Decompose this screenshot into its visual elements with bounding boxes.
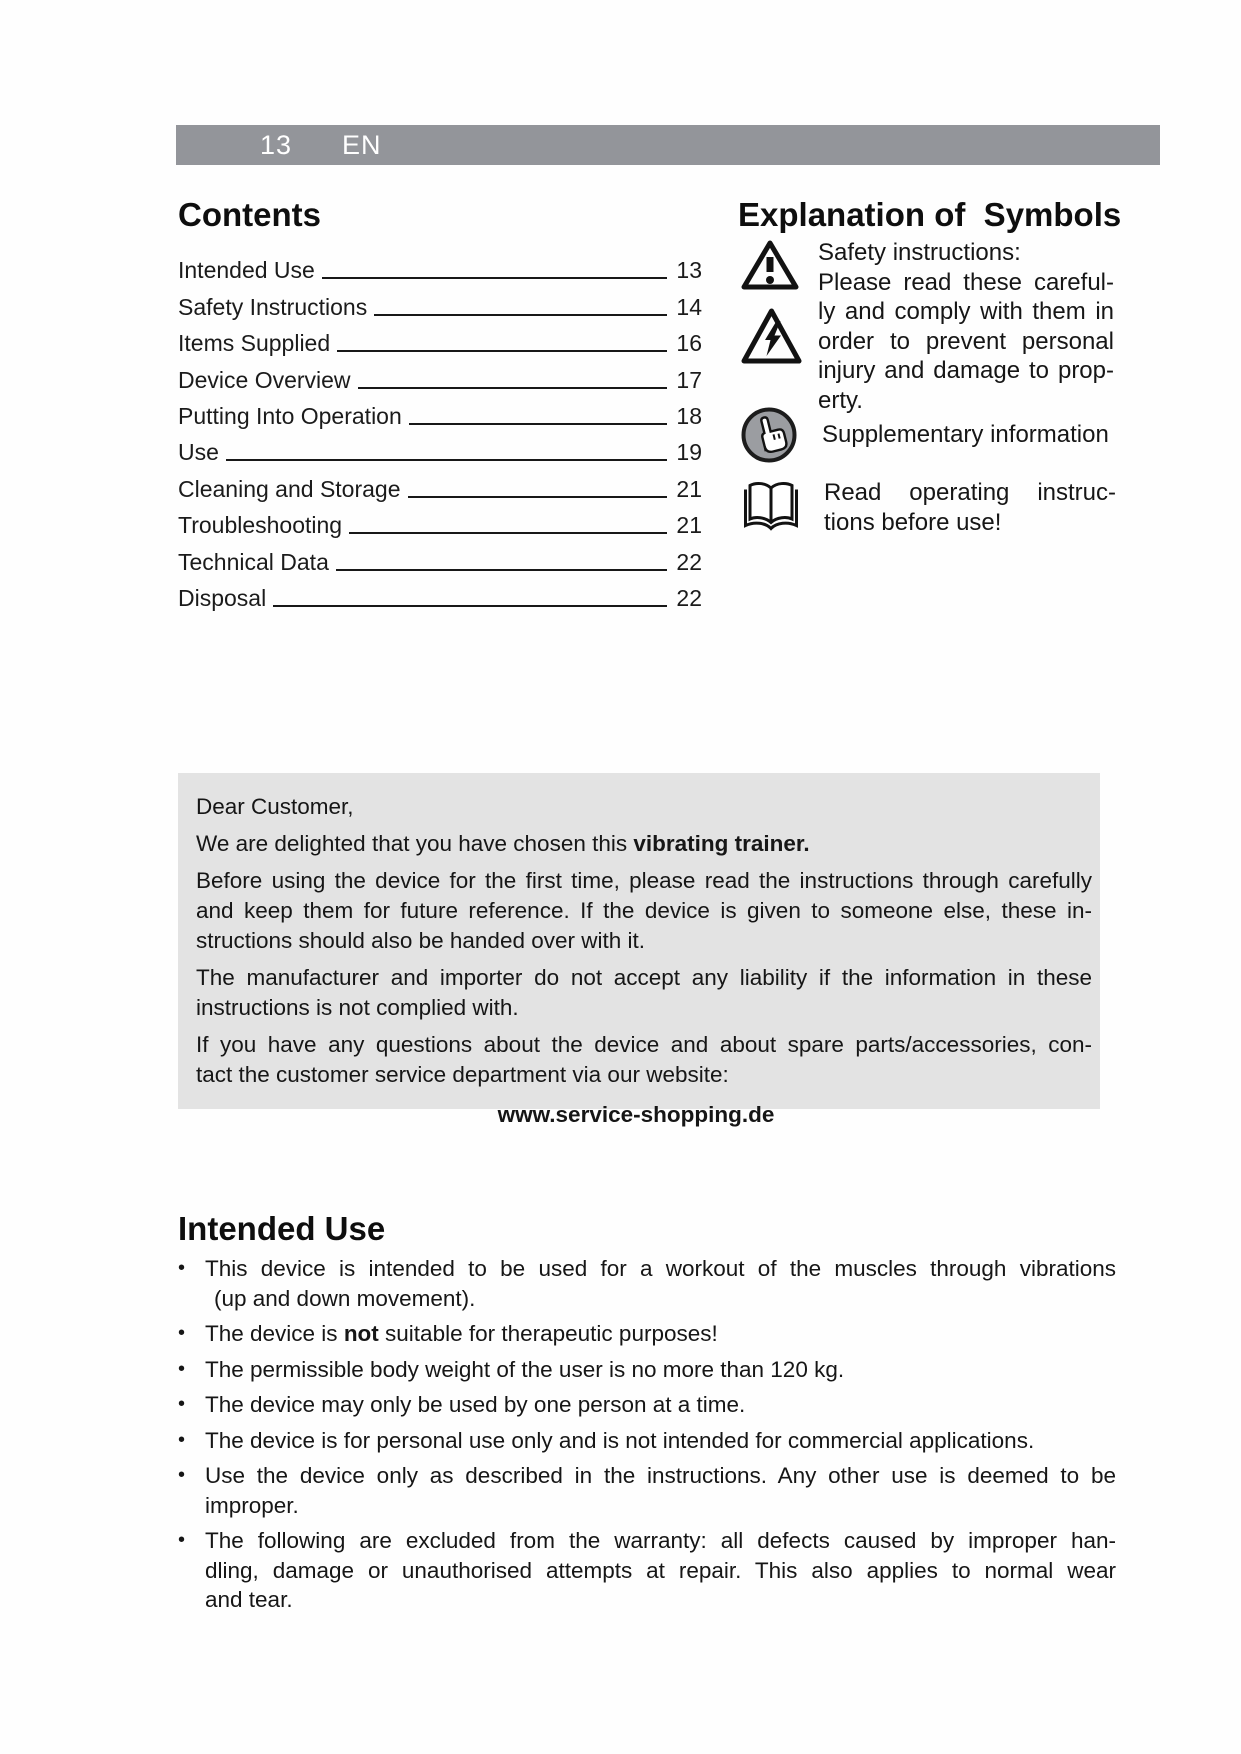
symbol-row-supplementary bbox=[740, 406, 1122, 464]
text-line: The following are excluded from the warranty: all defects caused by improper han- bbox=[205, 1528, 1116, 1553]
leader-line bbox=[358, 387, 668, 389]
text-line: tact the customer service department via our website: bbox=[196, 1062, 729, 1087]
contents-row bbox=[178, 433, 702, 469]
text-line: The device is for personal use only and is not intended for commercial applications. bbox=[205, 1427, 1035, 1453]
text-line: Read operating instruc- bbox=[824, 479, 1116, 506]
text-line: injury and damage to prop- bbox=[818, 357, 1114, 384]
intended-use-heading: Intended Use bbox=[178, 1210, 386, 1247]
contents-row bbox=[178, 469, 702, 505]
text-line: Dear Customer, bbox=[196, 794, 354, 819]
contents-entry-page: 16 bbox=[676, 330, 702, 357]
bullet-text bbox=[205, 1355, 1116, 1385]
text-line: This device is intended to be used for a workout of the muscles through vibrations bbox=[205, 1256, 1116, 1281]
bullet-item bbox=[178, 1254, 1116, 1313]
contents-row bbox=[178, 324, 702, 360]
contents-entry-page: 13 bbox=[676, 257, 702, 284]
contents-entry-page: 19 bbox=[676, 439, 702, 466]
text-line: The manufacturer and importer do not accept any liability if the information in these bbox=[196, 965, 1092, 990]
note-paragraph bbox=[196, 829, 1092, 859]
service-website: www.service-shopping.de bbox=[497, 1102, 775, 1127]
contents-entry-page: 18 bbox=[676, 402, 702, 429]
leader-line bbox=[408, 496, 668, 498]
bullet-marker: • bbox=[178, 1393, 186, 1415]
language-code: EN bbox=[342, 129, 382, 160]
leader-line bbox=[322, 277, 668, 279]
symbol-row-read-manual bbox=[740, 476, 1116, 537]
supplementary-info-text bbox=[822, 420, 1122, 450]
customer-note-box bbox=[178, 773, 1100, 1127]
text-line: If you have any questions about the device and about spare parts/accessories, con- bbox=[196, 1032, 1092, 1057]
bullet-item bbox=[178, 1390, 1116, 1420]
contents-entry-label: Device Overview bbox=[178, 366, 351, 393]
text-line: dling, damage or unauthorised attempts at repair. This also applies to normal wear bbox=[205, 1557, 1116, 1583]
note-paragraph bbox=[196, 1030, 1092, 1090]
contents-entry-label: Intended Use bbox=[178, 257, 315, 284]
text-line: ly and comply with them in bbox=[818, 298, 1114, 325]
text-line: Safety instructions: bbox=[818, 239, 1021, 266]
bullet-text bbox=[205, 1254, 1116, 1313]
bullet-marker: • bbox=[178, 1357, 186, 1380]
contents-entry-label: Troubleshooting bbox=[178, 512, 343, 539]
contents-row bbox=[178, 579, 702, 615]
leader-line bbox=[226, 459, 668, 461]
text-line: and tear. bbox=[205, 1587, 293, 1612]
contents-entry-label: Technical Data bbox=[178, 548, 329, 575]
contents-row bbox=[178, 360, 702, 396]
text-line: instructions is not complied with. bbox=[196, 995, 519, 1020]
table-of-contents bbox=[178, 251, 702, 615]
leader-line bbox=[409, 423, 668, 425]
contents-heading: Contents bbox=[178, 196, 321, 233]
bullet-item bbox=[178, 1319, 1116, 1349]
text-line: The device may only be used by one person at a time. bbox=[205, 1392, 746, 1417]
bullet-marker: • bbox=[178, 1428, 186, 1451]
contents-entry-page: 22 bbox=[676, 548, 702, 575]
text-line: and keep them for future reference. If the device is given to someone else, these in- bbox=[196, 898, 1092, 923]
page-number: 13 bbox=[260, 129, 293, 160]
text-line: improper. bbox=[205, 1492, 299, 1518]
bullet-text bbox=[205, 1390, 1116, 1420]
text-line: Use the device only as described in the instructions. Any other use is deemed to be bbox=[205, 1463, 1116, 1488]
bullet-text bbox=[205, 1319, 1116, 1349]
contents-entry-label: Disposal bbox=[178, 584, 267, 611]
text-line: Before using the device for the first time, please read the instructions through carefully bbox=[196, 868, 1092, 893]
contents-row bbox=[178, 397, 702, 433]
bullet-marker: • bbox=[178, 1529, 186, 1551]
contents-entry-page: 14 bbox=[676, 293, 702, 320]
leader-line bbox=[374, 314, 667, 316]
note-paragraph bbox=[196, 963, 1092, 1023]
read-manual-book-icon bbox=[740, 476, 804, 534]
contents-entry-page: 22 bbox=[676, 584, 702, 611]
warning-exclamation-triangle-icon bbox=[740, 238, 804, 292]
leader-line bbox=[273, 605, 667, 607]
contents-entry-label: Putting Into Operation bbox=[178, 402, 402, 429]
high-voltage-triangle-icon bbox=[740, 306, 804, 366]
text-line: The permissible body weight of the user is no more than 120 kg. bbox=[205, 1356, 845, 1382]
contents-entry-label: Safety Instructions bbox=[178, 293, 368, 320]
contents-row bbox=[178, 251, 702, 287]
read-manual-text bbox=[824, 478, 1116, 537]
contents-entry-page: 21 bbox=[676, 475, 702, 502]
bullet-item bbox=[178, 1355, 1116, 1385]
text-line: Please read these careful- bbox=[818, 268, 1114, 296]
leader-line bbox=[337, 350, 667, 352]
bullet-item bbox=[178, 1461, 1116, 1520]
supplementary-info-hand-icon bbox=[740, 406, 804, 464]
bullet-text bbox=[205, 1426, 1116, 1456]
leader-line bbox=[349, 532, 667, 534]
intended-use-bullet-list bbox=[178, 1254, 1116, 1621]
bullet-text bbox=[205, 1526, 1116, 1615]
page-header-bar bbox=[176, 125, 1160, 165]
text-line: (up and down movement). bbox=[214, 1285, 476, 1311]
contents-row bbox=[178, 287, 702, 323]
contents-entry-label: Use bbox=[178, 439, 219, 466]
leader-line bbox=[336, 569, 668, 571]
contents-entry-page: 21 bbox=[676, 512, 702, 539]
contents-entry-label: Items Supplied bbox=[178, 330, 331, 357]
symbols-heading: Explanation of Symbols bbox=[738, 196, 1122, 233]
bullet-item bbox=[178, 1526, 1116, 1615]
bullet-text bbox=[205, 1461, 1116, 1520]
text-line: order to prevent personal bbox=[818, 327, 1114, 355]
customer-note-paragraphs bbox=[196, 792, 1092, 1090]
note-paragraph bbox=[196, 792, 1092, 822]
bullet-marker: • bbox=[178, 1464, 186, 1486]
text-line: erty. bbox=[818, 386, 863, 414]
text-line: Supplementary information bbox=[822, 421, 1109, 449]
bullet-item bbox=[178, 1426, 1116, 1456]
contents-row bbox=[178, 542, 702, 578]
contents-entry-label: Cleaning and Storage bbox=[178, 475, 401, 502]
note-paragraph bbox=[196, 866, 1092, 956]
bullet-marker: • bbox=[178, 1322, 186, 1344]
safety-instructions-text bbox=[818, 238, 1114, 415]
text-line: The device is not suitable for therapeutic purposes! bbox=[205, 1321, 718, 1346]
text-line: structions should also be handed over with it. bbox=[196, 928, 646, 953]
text-line: We are delighted that you have chosen this vibrating trainer. bbox=[196, 831, 810, 856]
symbol-row-safety bbox=[740, 238, 1114, 415]
contents-entry-page: 17 bbox=[676, 366, 702, 393]
contents-row bbox=[178, 506, 702, 542]
bullet-marker: • bbox=[178, 1257, 186, 1279]
text-line: tions before use! bbox=[824, 508, 1002, 536]
